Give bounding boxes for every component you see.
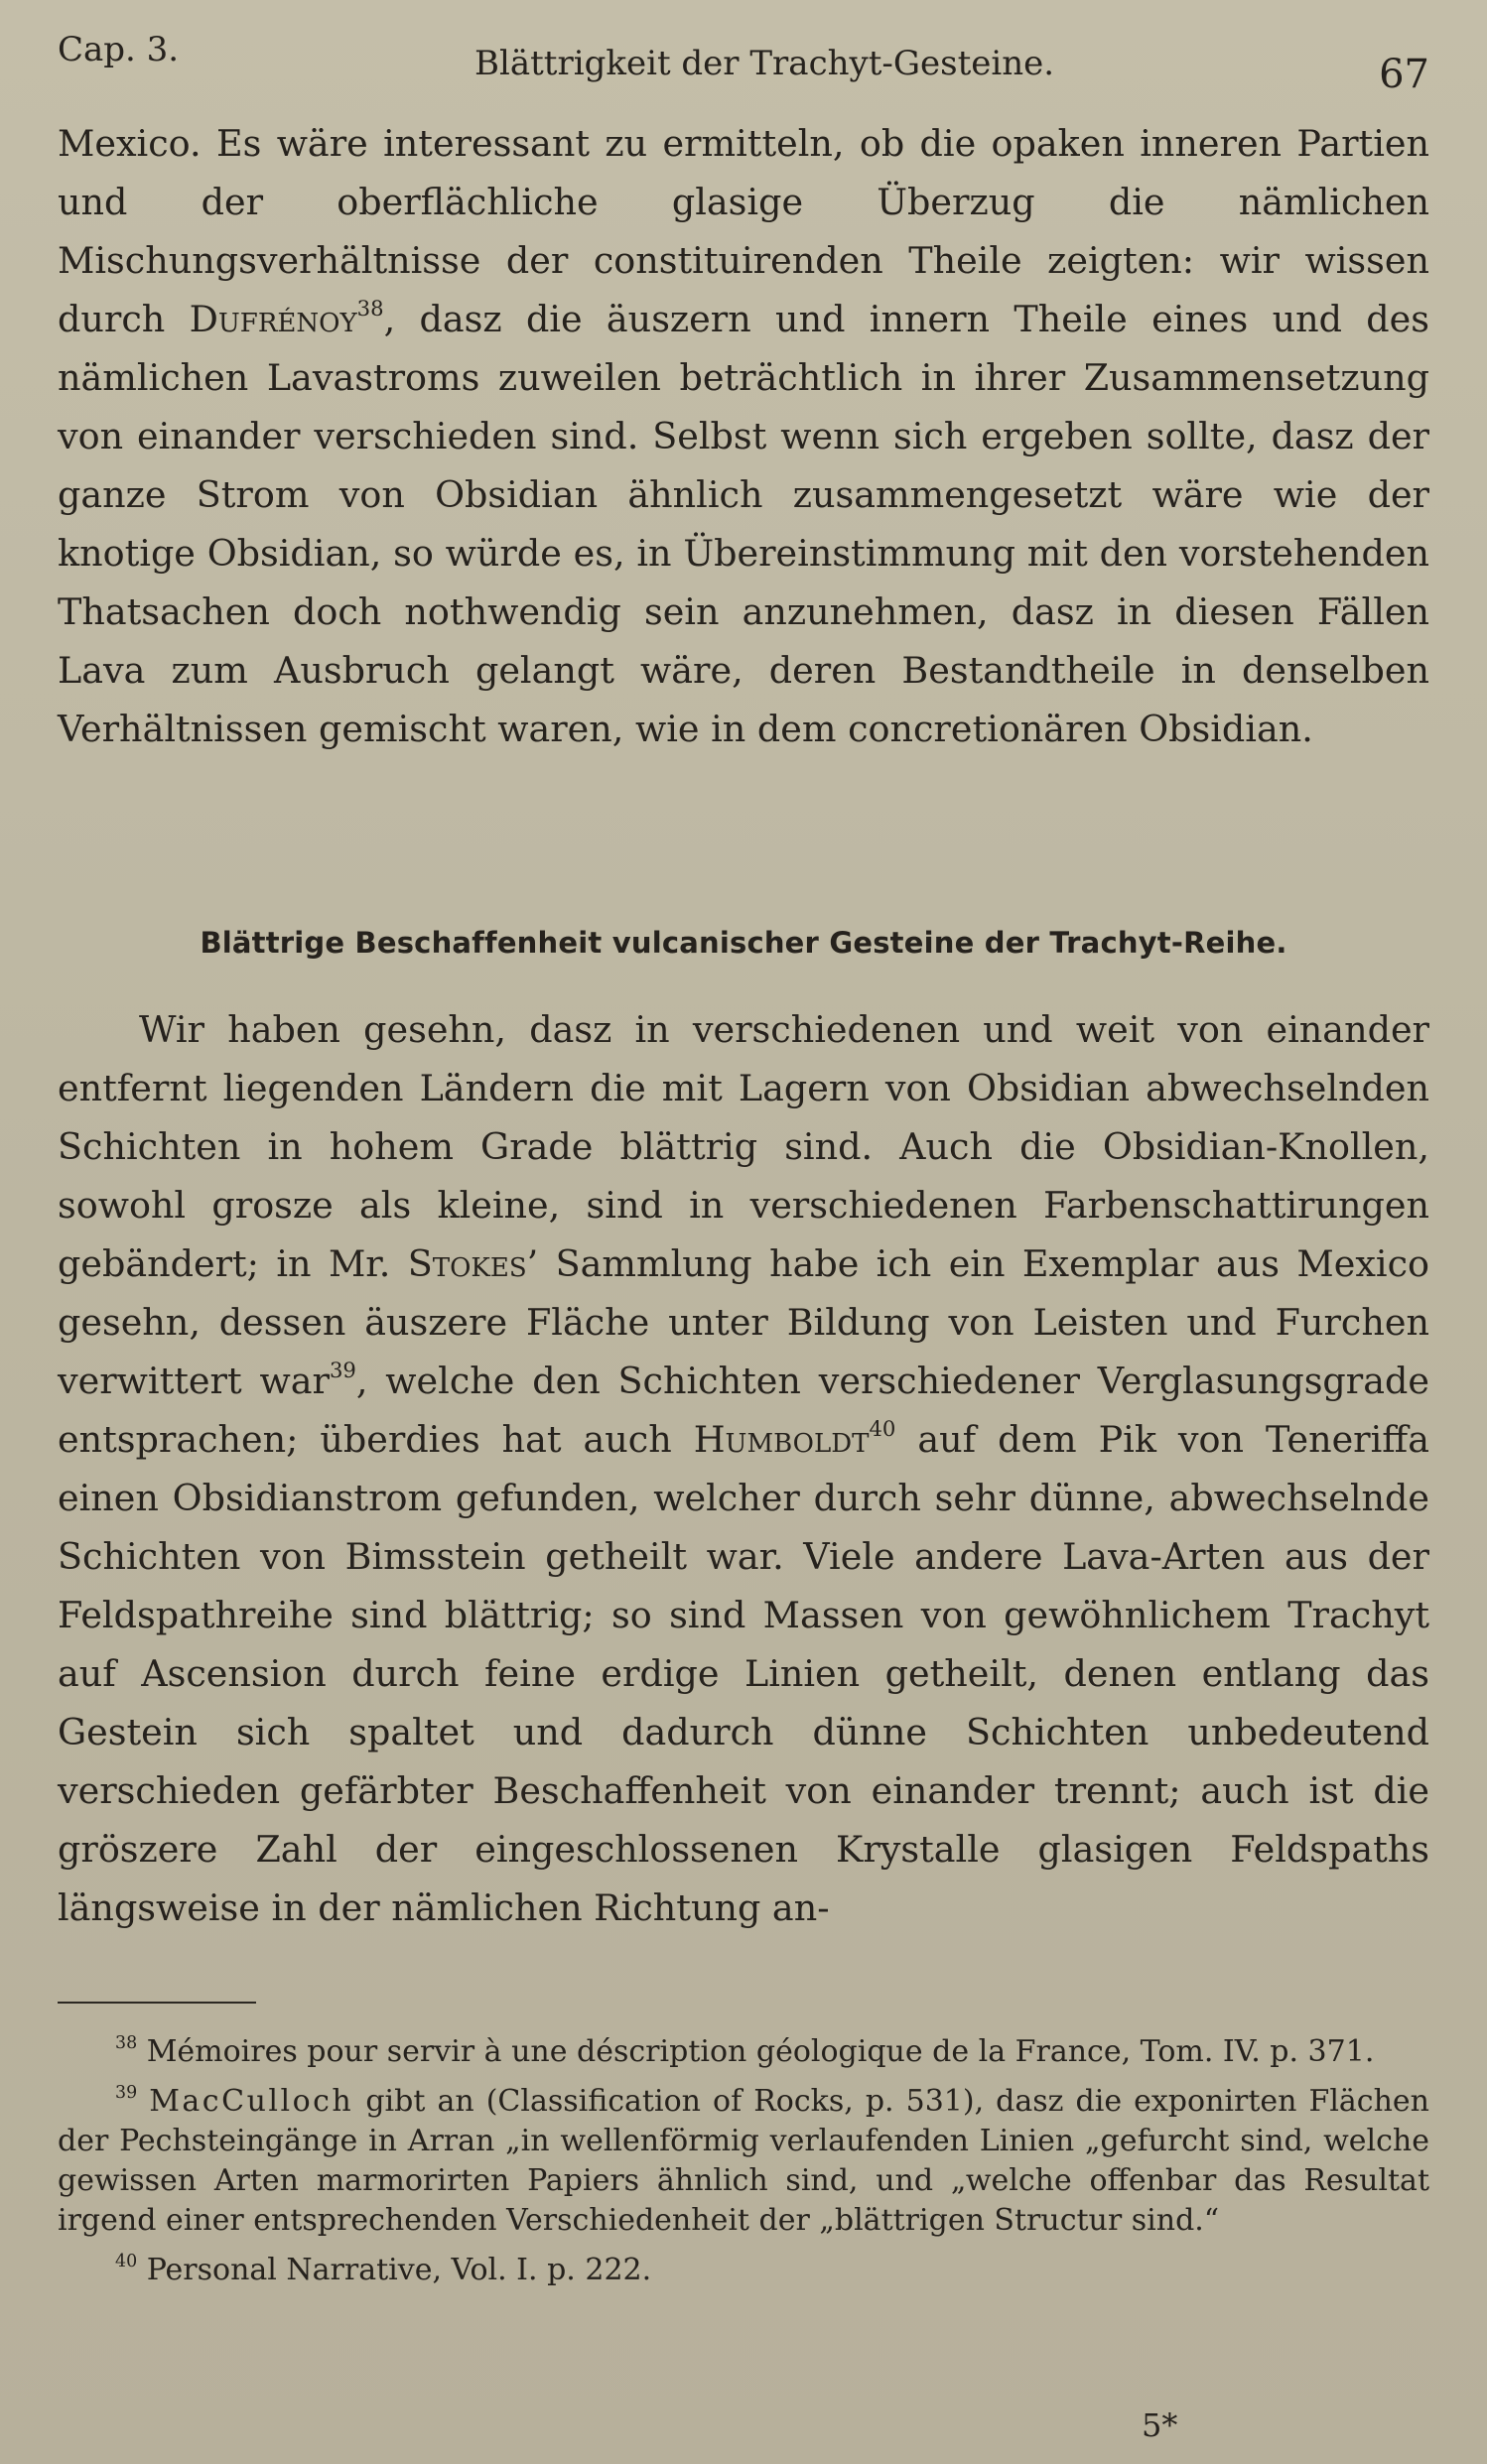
- footnote-text: Mémoires pour servir à une déscription géologique de la France, Tom. IV. p. 371.: [146, 2034, 1375, 2069]
- footnote-number: 39: [115, 2082, 138, 2103]
- footnote-text: gibt an (Classification of Rocks, p. 531), dasz die exponirten Flächen der Pechsteingänge in Arran „in wellenförmig verlaufenden Linien „gefurcht sind, welche gewissen Arten marmorirten Papiers ähnlich sind, und „welche offenbar das Resultat irgend einer entsprechenden Verschiedenheit der „blättrigen Structur sind.“: [58, 2084, 1429, 2238]
- signature-mark: 5*: [1142, 2406, 1178, 2444]
- footnote-author: MacCulloch: [149, 2084, 354, 2119]
- paragraph-main: [58, 1000, 1429, 1937]
- section-heading: Blättrige Beschaffenheit vulcanischer Gesteine der Trachyt-Reihe.: [200, 926, 1287, 960]
- paragraph-text: ’ Sammlung habe ich ein Exemplar aus Mexico gesehn, dessen äuszere Fläche unter Bildung von Leisten und Furchen verwittert war: [58, 1242, 1429, 1402]
- paragraph-text: , welche den Schichten verschiedener Verglasungsgrade entsprachen; überdies hat auch: [58, 1360, 1429, 1461]
- paragraph-text: , dasz die äuszern und innern Theile eines und des nämlichen Lavastroms zuweilen beträchtlich in ihrer Zusammensetzung von einander verschieden sind. Selbst wenn sich ergeben sollte, dasz der ganze Strom von Obsidian ähnlich zusammengesetzt wäre wie der knotige Obsidian, so würde es, in Übereinstimmung mit den vorstehenden Thatsachen doch nothwendig sein anzunehmen, dasz in diesen Fällen Lava zum Ausbruch gelangt wäre, deren Bestandtheile in denselben Verhältnissen gemischt waren, wie in dem concretionären Obsidian.: [58, 298, 1429, 750]
- author-name-stokes: Stokes: [407, 1242, 527, 1285]
- footnote-number: 40: [115, 2251, 138, 2271]
- paragraph-text: Mexico. Es wäre interessant zu ermitteln, ob die opaken inneren Partien und der oberflächliche glasige Überzug die nämlichen Mischungsverhältnisse der constituirenden Theile zeigten: wir wissen durch: [58, 122, 1429, 340]
- page-number: 67: [1379, 52, 1429, 97]
- footnote-38: [58, 2032, 1429, 2072]
- author-name-humboldt: Humboldt: [693, 1418, 870, 1461]
- footnote-39: [58, 2082, 1429, 2241]
- running-header: [58, 22, 1429, 101]
- chapter-label: Cap. 3.: [58, 30, 180, 69]
- running-title: Blättrigkeit der Trachyt-Gesteine.: [474, 44, 1055, 83]
- paragraph-continued: [58, 114, 1429, 758]
- footnote-ref-40[interactable]: 40: [869, 1416, 896, 1442]
- footnotes: [58, 2032, 1429, 2300]
- footnote-number: 38: [115, 2032, 138, 2053]
- footnote-divider: [58, 2002, 256, 2004]
- author-name-dufrenoy: Dufrénoy: [189, 298, 357, 340]
- footnote-ref-39[interactable]: 39: [329, 1358, 356, 1383]
- paragraph-text: Wir haben gesehn, dasz in verschiedenen und weit von einander entfernt liegenden Ländern die mit Lagern von Obsidian abwechselnden Schichten in hohem Grade blättrig sind. Auch die Obsidian-Knollen, sowohl grosze als kleine, sind in verschiedenen Farbenschattirungen gebändert; in Mr.: [58, 1008, 1429, 1285]
- paragraph-text: auf dem Pik von Teneriffa einen Obsidianstrom gefunden, welcher durch sehr dünne, abwechselnde Schichten von Bimsstein getheilt war. Viele andere Lava-Arten aus der Feldspathreihe sind blättrig; so sind Massen von gewöhnlichem Trachyt auf Ascension durch feine erdige Linien getheilt, denen entlang das Gestein sich spaltet und dadurch dünne Schichten unbedeutend verschieden gefärbter Beschaffenheit von einander trennt; auch ist die gröszere Zahl der eingeschlossenen Krystalle glasigen Feldspaths längsweise in der nämlichen Richtung an-: [58, 1418, 1429, 1929]
- footnote-40: [58, 2251, 1429, 2290]
- footnote-ref-38[interactable]: 38: [356, 296, 384, 322]
- footnote-text: Personal Narrative, Vol. I. p. 222.: [146, 2253, 652, 2287]
